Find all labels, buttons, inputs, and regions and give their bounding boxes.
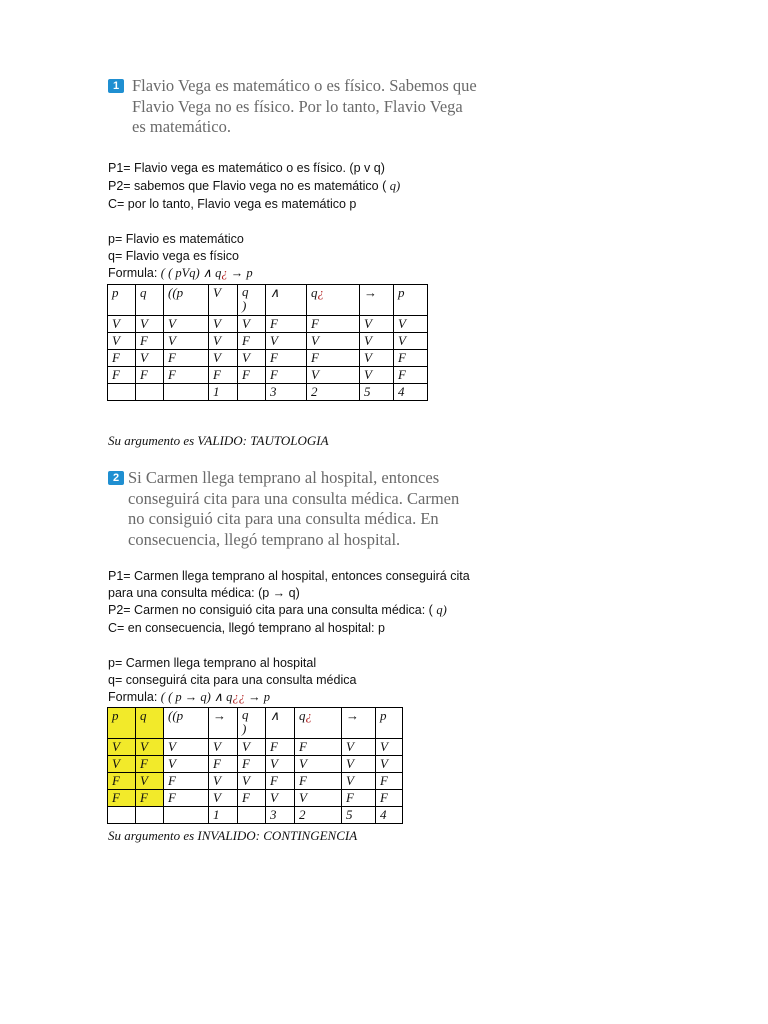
table-cell: 4: [376, 807, 403, 824]
table-cell: F: [136, 367, 164, 384]
table-cell: 3: [266, 807, 295, 824]
premise-2: P2= Carmen no consiguió cita para una consulta médica: ( q): [108, 603, 447, 617]
table-row: [108, 790, 403, 807]
table-cell: V: [266, 333, 307, 350]
definition-p: p= Flavio es matemático: [108, 232, 244, 246]
premise-1a: P1= Carmen llega temprano al hospital, entonces conseguirá cita: [108, 569, 470, 583]
table-cell: V: [108, 333, 136, 350]
table-cell: F: [295, 773, 342, 790]
table-cell: F: [238, 367, 266, 384]
table-cell: V: [394, 333, 428, 350]
table-cell: F: [295, 739, 342, 756]
table-cell: F: [108, 790, 136, 807]
table-cell: V: [108, 756, 136, 773]
table-cell: F: [238, 333, 266, 350]
table-row: [108, 756, 403, 773]
conclusion: C= por lo tanto, Flavio vega es matemático p: [108, 197, 357, 211]
table-cell: V: [360, 316, 394, 333]
table-row: [108, 333, 428, 350]
table-cell: V: [295, 756, 342, 773]
table-row: [108, 367, 428, 384]
table-cell: V: [342, 773, 376, 790]
definition-q: q= Flavio vega es físico: [108, 249, 239, 263]
table-cell: V: [307, 333, 360, 350]
header-cell: p: [376, 708, 403, 739]
table-cell: V: [209, 333, 238, 350]
table-row: [108, 350, 428, 367]
table-row: [108, 807, 403, 824]
table-cell: F: [136, 756, 164, 773]
table-cell: V: [376, 739, 403, 756]
table-cell: V: [238, 316, 266, 333]
table-cell: V: [307, 367, 360, 384]
header-cell: ∧: [266, 708, 295, 739]
premise-1: P1= Flavio vega es matemático o es físico. (p v q): [108, 161, 385, 175]
table-cell: V: [209, 790, 238, 807]
table-cell: [238, 807, 266, 824]
header-cell: p: [108, 285, 136, 316]
table-cell: 5: [360, 384, 394, 401]
header-cell: V: [209, 285, 238, 316]
header-cell: ((p: [164, 708, 209, 739]
table-cell: [136, 807, 164, 824]
table-cell: F: [266, 773, 295, 790]
table-cell: V: [266, 790, 295, 807]
table-cell: V: [238, 773, 266, 790]
table-cell: F: [266, 350, 307, 367]
header-cell: →: [209, 708, 238, 739]
header-cell: q¿: [307, 285, 360, 316]
table-cell: V: [238, 350, 266, 367]
table-cell: V: [209, 350, 238, 367]
table-cell: 3: [266, 384, 307, 401]
table-cell: F: [307, 350, 360, 367]
table-cell: F: [266, 739, 295, 756]
header-cell: p: [108, 708, 136, 739]
table-cell: V: [136, 739, 164, 756]
truth-table-2: [107, 707, 403, 824]
table-cell: V: [342, 739, 376, 756]
table-cell: V: [209, 773, 238, 790]
table-cell: 1: [209, 807, 238, 824]
table-cell: V: [136, 316, 164, 333]
problem-number-badge: 1: [108, 79, 124, 93]
header-cell: q¿: [295, 708, 342, 739]
definition-p: p= Carmen llega temprano al hospital: [108, 656, 317, 670]
header-cell: ∧: [266, 285, 307, 316]
table-cell: [108, 807, 136, 824]
table-cell: V: [360, 333, 394, 350]
table-cell: F: [342, 790, 376, 807]
table-cell: F: [266, 316, 307, 333]
premise-1b: para una consulta médica: (p → q): [108, 586, 300, 600]
table-cell: V: [394, 316, 428, 333]
formula: Formula: ( ( p → q) ∧ q¿¿ → p: [108, 690, 270, 704]
table-cell: F: [164, 350, 209, 367]
header-cell: ((p: [164, 285, 209, 316]
table-row: [108, 316, 428, 333]
table-cell: 2: [307, 384, 360, 401]
table-cell: F: [136, 790, 164, 807]
table-cell: 2: [295, 807, 342, 824]
table-header-row: [108, 285, 428, 316]
table-cell: F: [108, 773, 136, 790]
table-cell: V: [164, 756, 209, 773]
table-cell: 5: [342, 807, 376, 824]
header-cell: →: [342, 708, 376, 739]
table-cell: V: [209, 316, 238, 333]
problem-number-badge: 2: [108, 471, 124, 485]
table-cell: F: [307, 316, 360, 333]
definition-q: q= conseguirá cita para una consulta médica: [108, 673, 357, 687]
header-cell: p: [394, 285, 428, 316]
table-cell: F: [108, 367, 136, 384]
table-cell: V: [360, 367, 394, 384]
table-row: [108, 384, 428, 401]
premise-2: P2= sabemos que Flavio vega no es matemático ( q): [108, 179, 401, 193]
table-cell: F: [266, 367, 307, 384]
table-cell: V: [209, 739, 238, 756]
problem-2: [108, 468, 478, 550]
table-cell: 4: [394, 384, 428, 401]
table-cell: V: [295, 790, 342, 807]
table-cell: V: [108, 739, 136, 756]
header-cell: q: [136, 708, 164, 739]
table-cell: F: [376, 773, 403, 790]
table-cell: [136, 384, 164, 401]
table-cell: F: [164, 367, 209, 384]
table-cell: V: [136, 350, 164, 367]
table-cell: F: [164, 773, 209, 790]
truth-table-1: [107, 284, 428, 401]
table-cell: F: [238, 790, 266, 807]
table-cell: V: [266, 756, 295, 773]
table-row: [108, 739, 403, 756]
problem-text: Si Carmen llega temprano al hospital, entonces conseguirá cita para una consulta médica. Carmen no consiguió cita para una consulta médica. En consecuencia, llegó temprano al hospital.: [128, 468, 460, 549]
table-cell: F: [376, 790, 403, 807]
table-cell: V: [136, 773, 164, 790]
table-cell: V: [164, 739, 209, 756]
table-cell: V: [164, 333, 209, 350]
table-cell: F: [209, 367, 238, 384]
table-cell: V: [108, 316, 136, 333]
table-cell: V: [360, 350, 394, 367]
header-cell: q: [136, 285, 164, 316]
table-cell: F: [108, 350, 136, 367]
table-cell: V: [164, 316, 209, 333]
table-cell: V: [238, 739, 266, 756]
table-cell: [108, 384, 136, 401]
table-cell: 1: [209, 384, 238, 401]
table-cell: F: [164, 790, 209, 807]
table-cell: F: [209, 756, 238, 773]
verdict-1: Su argumento es VALIDO: TAUTOLOGIA: [108, 433, 329, 448]
header-cell: q ): [238, 285, 266, 316]
header-cell: →: [360, 285, 394, 316]
table-cell: [164, 807, 209, 824]
table-row: [108, 773, 403, 790]
formula: Formula: ( ( pVq) ∧ q¿ → p: [108, 266, 253, 280]
table-header-row: [108, 708, 403, 739]
problem-text: Flavio Vega es matemático o es físico. Sabemos que Flavio Vega no es físico. Por lo tanto, Flavio Vega es matemático.: [132, 76, 477, 136]
table-cell: F: [238, 756, 266, 773]
table-cell: V: [376, 756, 403, 773]
table-cell: F: [394, 367, 428, 384]
header-cell: q ): [238, 708, 266, 739]
table-cell: [238, 384, 266, 401]
table-cell: [164, 384, 209, 401]
table-cell: F: [394, 350, 428, 367]
table-cell: V: [342, 756, 376, 773]
table-cell: F: [136, 333, 164, 350]
conclusion: C= en consecuencia, llegó temprano al hospital: p: [108, 621, 385, 635]
problem-1: [108, 76, 478, 138]
verdict-2: Su argumento es INVALIDO: CONTINGENCIA: [108, 828, 358, 843]
